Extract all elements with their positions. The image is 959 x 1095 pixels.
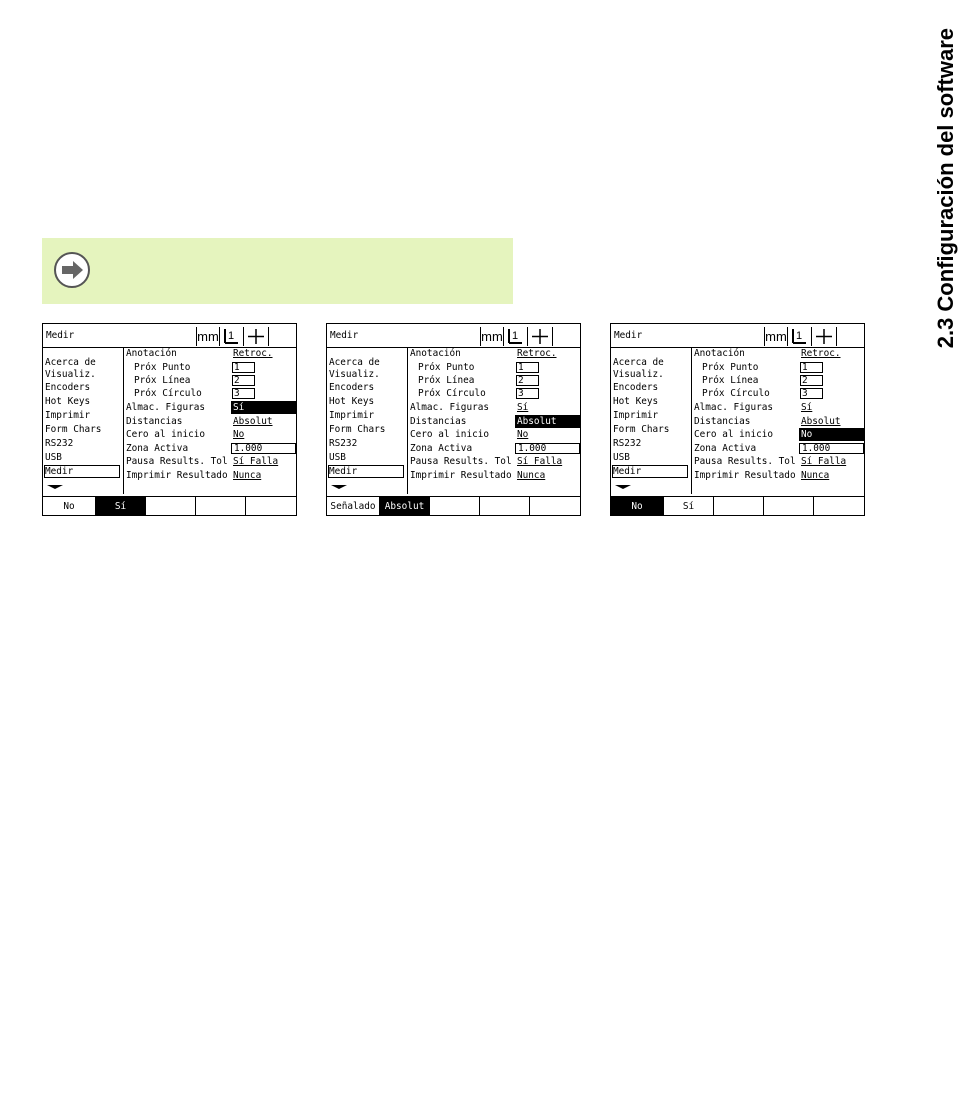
setting-label: Imprimir Resultado — [126, 470, 228, 481]
setting-value[interactable]: Absolut — [801, 416, 841, 427]
menu-list — [611, 348, 692, 494]
setting-label: Imprimir Resultado — [410, 470, 512, 481]
menu-item[interactable]: RS232 — [45, 438, 74, 449]
section-title — [916, 0, 958, 349]
menu-item[interactable]: Encoders — [45, 382, 91, 393]
softkey-senalado[interactable]: Señalado — [327, 497, 380, 516]
setting-label: Próx Punto — [134, 362, 191, 373]
menu-item[interactable]: Visualiz. — [45, 369, 96, 380]
note-box — [42, 238, 513, 304]
softkey-no[interactable]: No — [43, 497, 96, 516]
setting-value-highlighted[interactable]: Absolut — [515, 415, 580, 428]
crosshair-icon[interactable] — [811, 327, 837, 346]
unit-button[interactable]: mm — [765, 329, 787, 344]
setting-label: Próx Línea — [134, 375, 191, 386]
softkey-3[interactable] — [146, 497, 196, 516]
svg-text:1: 1 — [512, 330, 519, 342]
setting-value[interactable]: Retroc. — [801, 348, 841, 359]
setting-label: Próx Línea — [702, 375, 759, 386]
softkey-absolut[interactable]: Absolut — [380, 497, 430, 516]
menu-item[interactable]: Hot Keys — [329, 396, 375, 407]
dro-screen-2 — [326, 323, 581, 516]
menu-item[interactable]: Acerca de — [613, 357, 664, 368]
menu-list — [327, 348, 408, 494]
setting-value[interactable]: Nunca — [517, 470, 546, 481]
setting-label: Cero al inicio — [126, 429, 206, 440]
setting-value[interactable]: Retroc. — [517, 348, 557, 359]
setting-value[interactable]: 2 — [234, 375, 240, 386]
softkey-si[interactable]: Sí — [96, 497, 146, 516]
softkey-4[interactable] — [480, 497, 530, 516]
setting-value[interactable]: 1.000 — [234, 443, 263, 454]
crosshair-icon[interactable] — [243, 327, 269, 346]
setting-value[interactable]: 3 — [518, 388, 524, 399]
setting-value[interactable]: Nunca — [801, 470, 830, 481]
datum-icon[interactable] — [219, 327, 243, 346]
menu-item[interactable]: Hot Keys — [45, 396, 91, 407]
setting-label: Próx Línea — [418, 375, 475, 386]
menu-list — [43, 348, 124, 494]
setting-label: Pausa Results. Tol — [126, 456, 228, 467]
softkey-bar — [611, 496, 864, 516]
section-title-text: 2.3 Configuración del software — [933, 28, 958, 349]
setting-value-highlighted[interactable]: Sí — [231, 401, 296, 414]
svg-text:1: 1 — [796, 330, 803, 342]
menu-item[interactable]: USB — [613, 452, 630, 463]
menu-item-selected[interactable]: Medir — [329, 466, 358, 477]
menu-item[interactable]: Encoders — [613, 382, 659, 393]
scroll-down-icon[interactable] — [47, 485, 63, 489]
softkey-5[interactable] — [246, 497, 296, 516]
setting-value[interactable]: 1 — [518, 362, 524, 373]
setting-value[interactable]: 1 — [234, 362, 240, 373]
setting-value[interactable]: Sí Falla — [517, 456, 563, 467]
setting-label: Zona Activa — [694, 443, 757, 454]
menu-item[interactable]: Imprimir — [45, 410, 91, 421]
svg-text:1: 1 — [228, 330, 235, 342]
setting-label: Anotación — [694, 348, 745, 359]
screen-header — [611, 324, 864, 348]
scroll-down-icon[interactable] — [615, 485, 631, 489]
setting-label: Anotación — [126, 348, 177, 359]
setting-value[interactable]: No — [233, 429, 245, 440]
softkey-bar — [43, 496, 296, 516]
menu-item[interactable]: Visualiz. — [613, 369, 664, 380]
setting-value[interactable]: Nunca — [233, 470, 262, 481]
datum-icon[interactable] — [787, 327, 811, 346]
setting-label: Zona Activa — [126, 443, 189, 454]
setting-value[interactable]: Sí — [517, 402, 529, 413]
scroll-down-icon[interactable] — [331, 485, 347, 489]
setting-label: Distancias — [694, 416, 751, 427]
arrow-right-icon — [54, 252, 90, 288]
setting-label: Almac. Figuras — [410, 402, 490, 413]
setting-value[interactable]: 2 — [802, 375, 808, 386]
menu-item[interactable]: Encoders — [329, 382, 375, 393]
menu-title: Medir — [614, 330, 643, 341]
softkey-4[interactable] — [764, 497, 814, 516]
softkey-5[interactable] — [814, 497, 864, 516]
setting-label: Zona Activa — [410, 443, 473, 454]
setting-label: Cero al inicio — [694, 429, 774, 440]
setting-value[interactable]: Sí Falla — [801, 456, 847, 467]
menu-item[interactable]: USB — [329, 452, 346, 463]
setting-label: Pausa Results. Tol — [410, 456, 512, 467]
setting-label: Próx Círculo — [418, 388, 486, 399]
setting-label: Almac. Figuras — [694, 402, 774, 413]
setting-value[interactable]: 2 — [518, 375, 524, 386]
setting-label: Almac. Figuras — [126, 402, 206, 413]
menu-item[interactable]: Form Chars — [613, 424, 670, 435]
menu-item[interactable]: USB — [45, 452, 62, 463]
menu-title: Medir — [330, 330, 359, 341]
menu-item[interactable]: Imprimir — [329, 410, 375, 421]
menu-item[interactable]: Imprimir — [613, 410, 659, 421]
setting-value[interactable]: No — [517, 429, 529, 440]
datum-icon[interactable] — [503, 327, 527, 346]
menu-item[interactable]: Visualiz. — [329, 369, 380, 380]
menu-item[interactable]: Acerca de — [329, 357, 380, 368]
screen-header — [327, 324, 580, 348]
menu-item[interactable]: Hot Keys — [613, 396, 659, 407]
menu-item[interactable]: Form Chars — [45, 424, 102, 435]
setting-label: Próx Punto — [418, 362, 475, 373]
screen-header — [43, 324, 296, 348]
setting-value[interactable]: Absolut — [233, 416, 273, 427]
menu-item[interactable]: Acerca de — [45, 357, 96, 368]
setting-label: Distancias — [410, 416, 467, 427]
menu-item[interactable]: Form Chars — [329, 424, 386, 435]
setting-value[interactable]: 3 — [802, 388, 808, 399]
setting-value[interactable]: Sí — [801, 402, 813, 413]
menu-item-selected[interactable]: Medir — [613, 466, 642, 477]
unit-button[interactable]: mm — [197, 329, 219, 344]
setting-value[interactable]: 1 — [802, 362, 808, 373]
setting-label: Distancias — [126, 416, 183, 427]
setting-label: Próx Punto — [702, 362, 759, 373]
dro-screen-3 — [610, 323, 865, 516]
setting-value[interactable]: 1.000 — [518, 443, 547, 454]
softkey-si[interactable]: Sí — [664, 497, 714, 516]
menu-item-selected[interactable]: Medir — [45, 466, 74, 477]
setting-value[interactable]: Sí Falla — [233, 456, 279, 467]
menu-item[interactable]: RS232 — [329, 438, 358, 449]
softkey-3[interactable] — [430, 497, 480, 516]
setting-label: Anotación — [410, 348, 461, 359]
setting-value-highlighted[interactable]: No — [799, 428, 864, 441]
softkey-5[interactable] — [530, 497, 580, 516]
softkey-no[interactable]: No — [611, 497, 664, 516]
setting-label: Cero al inicio — [410, 429, 490, 440]
unit-button[interactable]: mm — [481, 329, 503, 344]
menu-title: Medir — [46, 330, 75, 341]
softkey-4[interactable] — [196, 497, 246, 516]
setting-label: Próx Círculo — [702, 388, 770, 399]
crosshair-icon[interactable] — [527, 327, 553, 346]
setting-value[interactable]: Retroc. — [233, 348, 273, 359]
setting-label: Imprimir Resultado — [694, 470, 796, 481]
softkey-bar — [327, 496, 580, 516]
dro-screen-1 — [42, 323, 297, 516]
setting-value[interactable]: 3 — [234, 388, 240, 399]
menu-item[interactable]: RS232 — [613, 438, 642, 449]
setting-label: Próx Círculo — [134, 388, 202, 399]
softkey-3[interactable] — [714, 497, 764, 516]
setting-value[interactable]: 1.000 — [802, 443, 831, 454]
setting-label: Pausa Results. Tol — [694, 456, 796, 467]
